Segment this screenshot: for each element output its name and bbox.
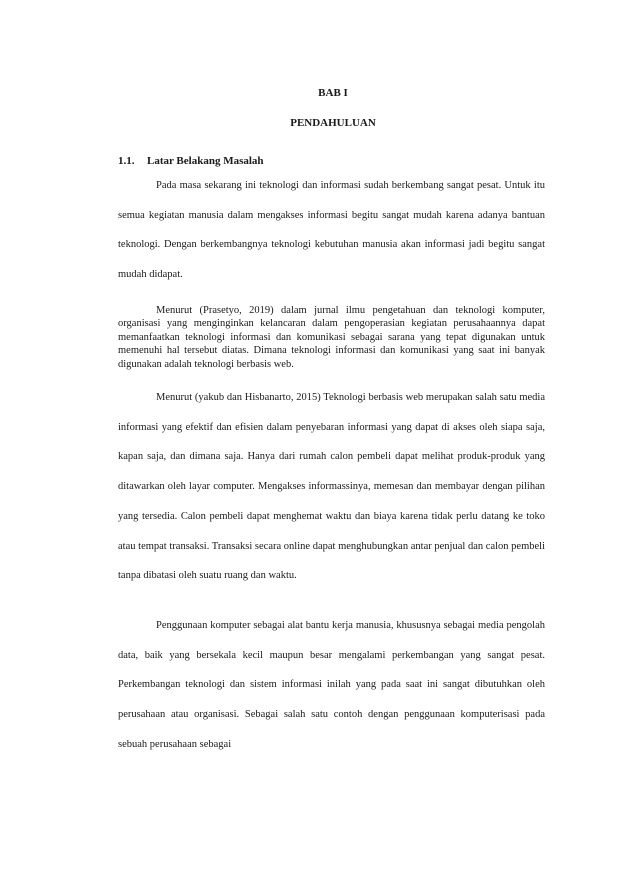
paragraph-3: Menurut (yakub dan Hisbanarto, 2015) Teknologi berbasis web merupakan salah satu media informasi yang efektif dan efisien dalam penyebaran informasi yang dapat di akses oleh siapa saja, kapan saja, dan dimana saja. Hanya dari rumah calon pembeli dapat melihat produk-produk yang ditawarkan oleh layar computer. Mengakses informassinya, memesan dan membayar dengan pilihan yang tersedia. Calon pembeli dapat menghemat waktu dan biaya karena tidak perlu datang ke toko atau tempat transaksi. Transaksi secara online dapat menghubungkan antar penjual dan calon pembeli tanpa dibatasi oleh suatu ruang dan waktu. — [118, 392, 545, 582]
chapter-title: PENDAHULUAN — [290, 117, 376, 129]
section-number: 1.1. — [118, 155, 135, 167]
paragraph-1: Pada masa sekarang ini teknologi dan informasi sudah berkembang sangat pesat. Untuk itu semua kegiatan manusia dalam mengakses informasi begitu sangat mudah karena adanya bantuan teknologi. Dengan berkembangnya teknologi kebutuhan manusia akan informasi jadi begitu sangat mudah didapat. — [118, 180, 545, 281]
paragraph-2: Menurut (Prasetyo, 2019) dalam jurnal ilmu pengetahuan dan teknologi komputer, organisasi yang menginginkan kelancaran dalam pengoperasian kegiatan perusahaannya dapat memanfaatkan teknologi informasi dan komunikasi sebagai sarana yang tepat digunakan untuk memenuhi hal tersebut diatas. Dimana teknologi informasi dan komunikasi yang saat ini banyak digunakan adalah teknologi berbasis web. — [118, 305, 545, 370]
section-heading — [118, 155, 264, 167]
paragraph-4: Penggunaan komputer sebagai alat bantu kerja manusia, khususnya sebagai media pengolah data, baik yang bersekala kecil maupun besar mengalami perkembangan yang sangat pesat. Perkembangan teknologi dan sistem informasi inilah yang pada saat ini sangat dibutuhkan oleh perusahaan atau organisasi. Sebagai salah satu contoh dengan penggunaan komputerisasi pada sebuah perusahaan sebagai — [118, 620, 545, 750]
section-title: Latar Belakang Masalah — [147, 155, 264, 167]
chapter-label: BAB I — [318, 87, 348, 99]
